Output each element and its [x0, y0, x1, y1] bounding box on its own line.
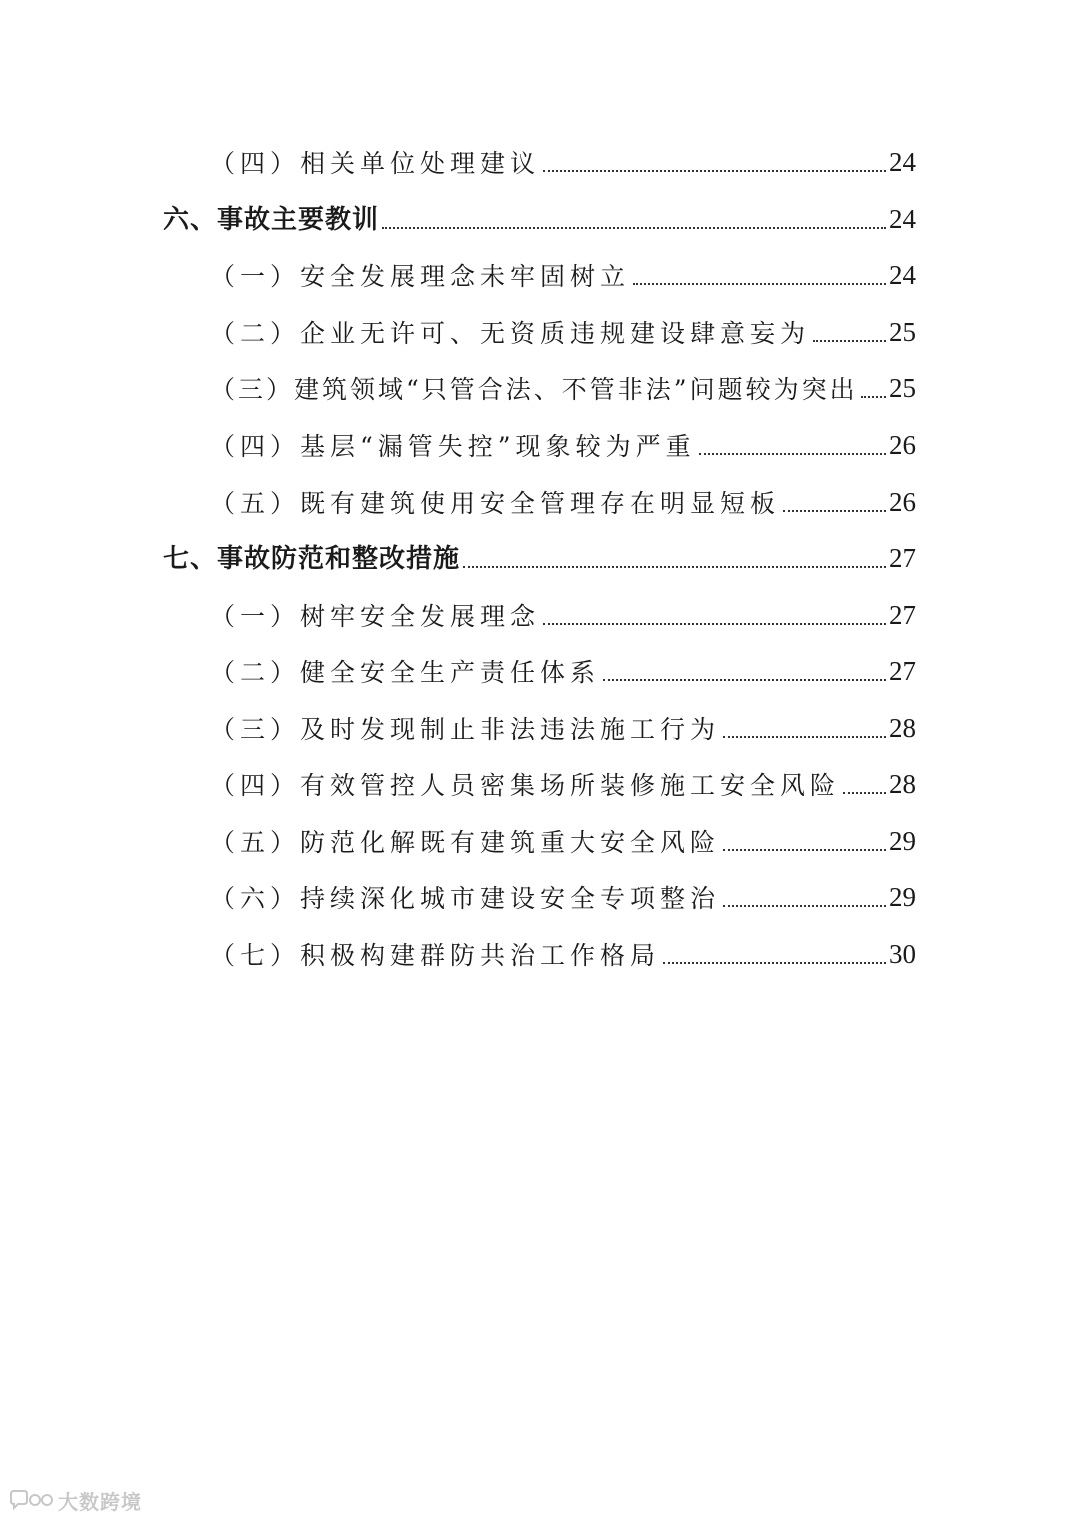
toc-page-number: 26 — [889, 487, 916, 517]
watermark-text: 大数跨境 — [58, 1490, 142, 1514]
toc-page-number: 24 — [889, 204, 916, 234]
toc-page-number: 30 — [889, 939, 916, 969]
toc-dot-leader — [382, 227, 886, 229]
toc-page-number: 27 — [889, 543, 916, 573]
toc-entry-label: （一）树牢安全发展理念 — [210, 602, 541, 631]
toc-dot-leader — [783, 510, 886, 512]
toc-entry-label: （三）及时发现制止非法违法施工行为 — [210, 715, 721, 744]
toc-entry[interactable] — [210, 591, 916, 631]
toc-page-number: 24 — [889, 260, 916, 290]
toc-section-heading[interactable] — [163, 195, 916, 235]
toc-page-number: 24 — [889, 147, 916, 177]
toc-page-number: 29 — [889, 826, 916, 856]
toc-entry-label: 七、事故防范和整改措施 — [163, 544, 461, 574]
toc-entry[interactable] — [210, 138, 916, 178]
toc-entry[interactable] — [210, 873, 916, 913]
toc-entry[interactable] — [210, 647, 916, 687]
toc-entry[interactable] — [210, 760, 916, 800]
toc-dot-leader — [663, 962, 886, 964]
toc-dot-leader — [723, 736, 886, 738]
toc-page-number: 29 — [889, 882, 916, 912]
toc-entry-label: （四）相关单位处理建议 — [210, 149, 541, 178]
toc-page-number: 26 — [889, 430, 916, 460]
toc-entry[interactable] — [210, 421, 916, 461]
toc-entry-label: 六、事故主要教训 — [163, 205, 380, 235]
toc-entry-label: （二）健全安全生产责任体系 — [210, 658, 601, 687]
chat-bubble-logo-icon — [8, 1490, 54, 1512]
toc-entry-label: （一）安全发展理念未牢固树立 — [210, 262, 631, 291]
toc-page-number: 27 — [889, 600, 916, 630]
toc-entry[interactable] — [210, 478, 916, 518]
toc-dot-leader — [813, 340, 886, 342]
toc-entry-label: （五）防范化解既有建筑重大安全风险 — [210, 828, 721, 857]
toc-entry[interactable] — [210, 364, 916, 404]
toc-dot-leader — [603, 679, 886, 681]
toc-entry[interactable] — [210, 251, 916, 291]
toc-entry[interactable] — [210, 930, 916, 970]
toc-entry-label: （二）企业无许可、无资质违规建设肆意妄为 — [210, 319, 811, 348]
toc-dot-leader — [633, 283, 886, 285]
toc-dot-leader — [543, 623, 886, 625]
toc-entry[interactable] — [210, 704, 916, 744]
toc-entry-label: （三）建筑领域“只管合法、不管非法”问题较为突出 — [210, 375, 858, 404]
toc-entry[interactable] — [210, 308, 916, 348]
toc-dot-leader — [543, 170, 886, 172]
toc-entry-label: （五）既有建筑使用安全管理存在明显短板 — [210, 489, 781, 518]
toc-dot-leader — [861, 396, 886, 398]
toc-page-number: 27 — [889, 656, 916, 686]
toc-dot-leader — [463, 566, 886, 568]
toc-page-number: 28 — [889, 769, 916, 799]
toc-page-number: 25 — [889, 373, 916, 403]
toc-entry-label: （四）有效管控人员密集场所装修施工安全风险 — [210, 771, 841, 800]
toc-entry[interactable] — [210, 817, 916, 857]
watermark — [8, 1486, 142, 1515]
toc-page-number: 25 — [889, 317, 916, 347]
toc-entry-label: （六）持续深化城市建设安全专项整治 — [210, 884, 721, 913]
toc-entry-label: （七）积极构建群防共治工作格局 — [210, 941, 661, 970]
toc-section-heading[interactable] — [163, 534, 916, 574]
toc-dot-leader — [843, 792, 886, 794]
toc-dot-leader — [723, 905, 886, 907]
toc-entry-label: （四）基层“漏管失控”现象较为严重 — [210, 432, 696, 461]
toc-page-number: 28 — [889, 713, 916, 743]
toc-dot-leader — [699, 453, 886, 455]
toc-dot-leader — [723, 849, 886, 851]
